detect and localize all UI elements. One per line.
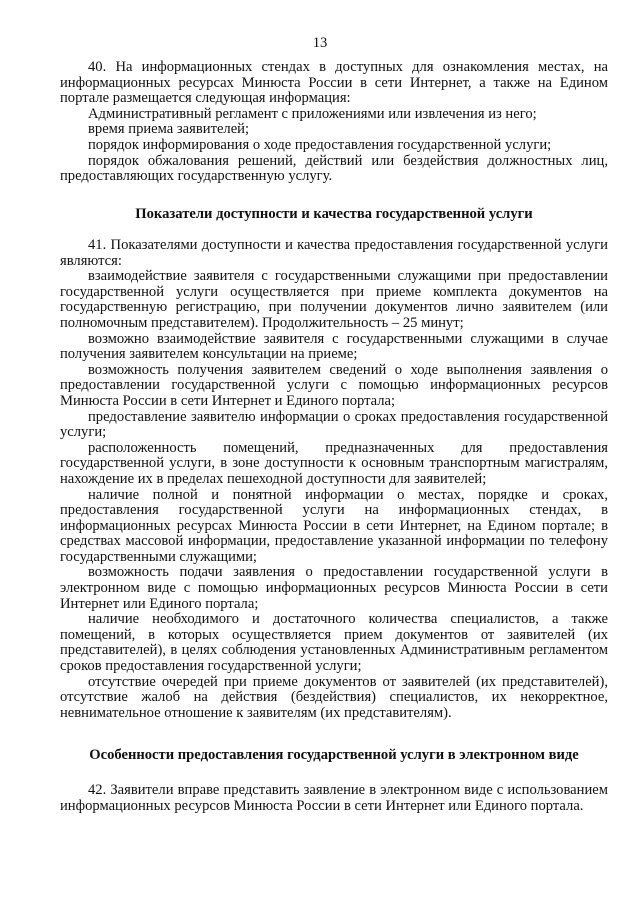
paragraph-41-item-3: возможность получения заявителем сведений о ходе выполнения заявления о предоставлении государственной услуги с помощью информационных ресурсов Минюста России в сети Интернет и Единого портала; (60, 361, 608, 409)
paragraph-41-item-5: расположенность помещений, предназначенных для предоставления государственной услуги, в зоне доступности к основным транспортным магистралям, нахождение их в пределах пешеходной доступности для заявителей; (60, 439, 608, 487)
section-40 (60, 60, 608, 185)
paragraph-41-item-9: отсутствие очередей при приеме документов от заявителей (их представителей), отсутствие жалоб на действия (бездействия) специалистов, их некорректное, невнимательное отношение к заявителям (их представителям). (60, 673, 608, 721)
paragraph-41-item-4: предоставление заявителю информации о сроках предоставления государственной услуги; (60, 408, 608, 441)
paragraph-41-item-8: наличие необходимого и достаточного количества специалистов, а также помещений, в которых осуществляется прием документов от заявителей (их представителей), в целях соблюдения установленных Административным регламентом сроков предоставления государственной услуги; (60, 611, 608, 675)
paragraph-41-item-6: наличие полной и понятной информации о местах, порядке и сроках, предоставления государственной услуги на информационных стендах, в информационных ресурсах Минюста России в сети Интернет, на Едином портале; в средствах массовой информации, предоставление указанной информации по телефону государственными служащими; (60, 486, 608, 565)
paragraph-41: 41. Показателями доступности и качества предоставления государственной услуги являются: (60, 237, 608, 269)
paragraph-42: 42. Заявители вправе представить заявление в электронном виде с использованием информационных ресурсов Минюста России в сети Интернет или Единого портала. (60, 782, 608, 814)
paragraph-41-item-2: возможно взаимодействие заявителя с государственными служащими в случае получения заявителем консультации на приеме; (60, 330, 608, 363)
paragraph-40-item-1: Административный регламент с приложениями или извлечения из него; (88, 105, 537, 122)
paragraph-40-item-2: время приема заявителей; (88, 121, 250, 138)
page-number: 13 (312, 35, 328, 51)
paragraph-41-item-1: взаимодействие заявителя с государственными служащими при предоставлении государственной услуги осуществляется при приеме комплекта документов на государственную регистрацию, при получении документов лично заявителем (или полномочным представителем). Продолжительность – 25 минут; (60, 268, 608, 331)
section-42 (60, 783, 608, 814)
section-41 (60, 238, 608, 721)
paragraph-40-item-3: порядок информирования о ходе предоставления государственной услуги; (88, 136, 552, 153)
paragraph-40-item-4: порядок обжалования решений, действий или бездействия должностных лиц, предоставляющих государственную услугу. (60, 152, 608, 185)
paragraph-40: 40. На информационных стендах в доступных для ознакомления местах, на информационных ресурсах Минюста России в сети Интернет, а также на Едином портале размещается следующая информация: (60, 59, 608, 107)
paragraph-41-item-7: возможность подачи заявления о предоставлении государственной услуги в электронном виде с помощью информационных ресурсов Минюста России в сети Интернет или Единого портала; (60, 564, 608, 612)
heading-accessibility-quality: Показатели доступности и качества государственной услуги (135, 206, 533, 222)
heading-electronic-service: Особенности предоставления государственной услуги в электронном виде (89, 747, 579, 763)
